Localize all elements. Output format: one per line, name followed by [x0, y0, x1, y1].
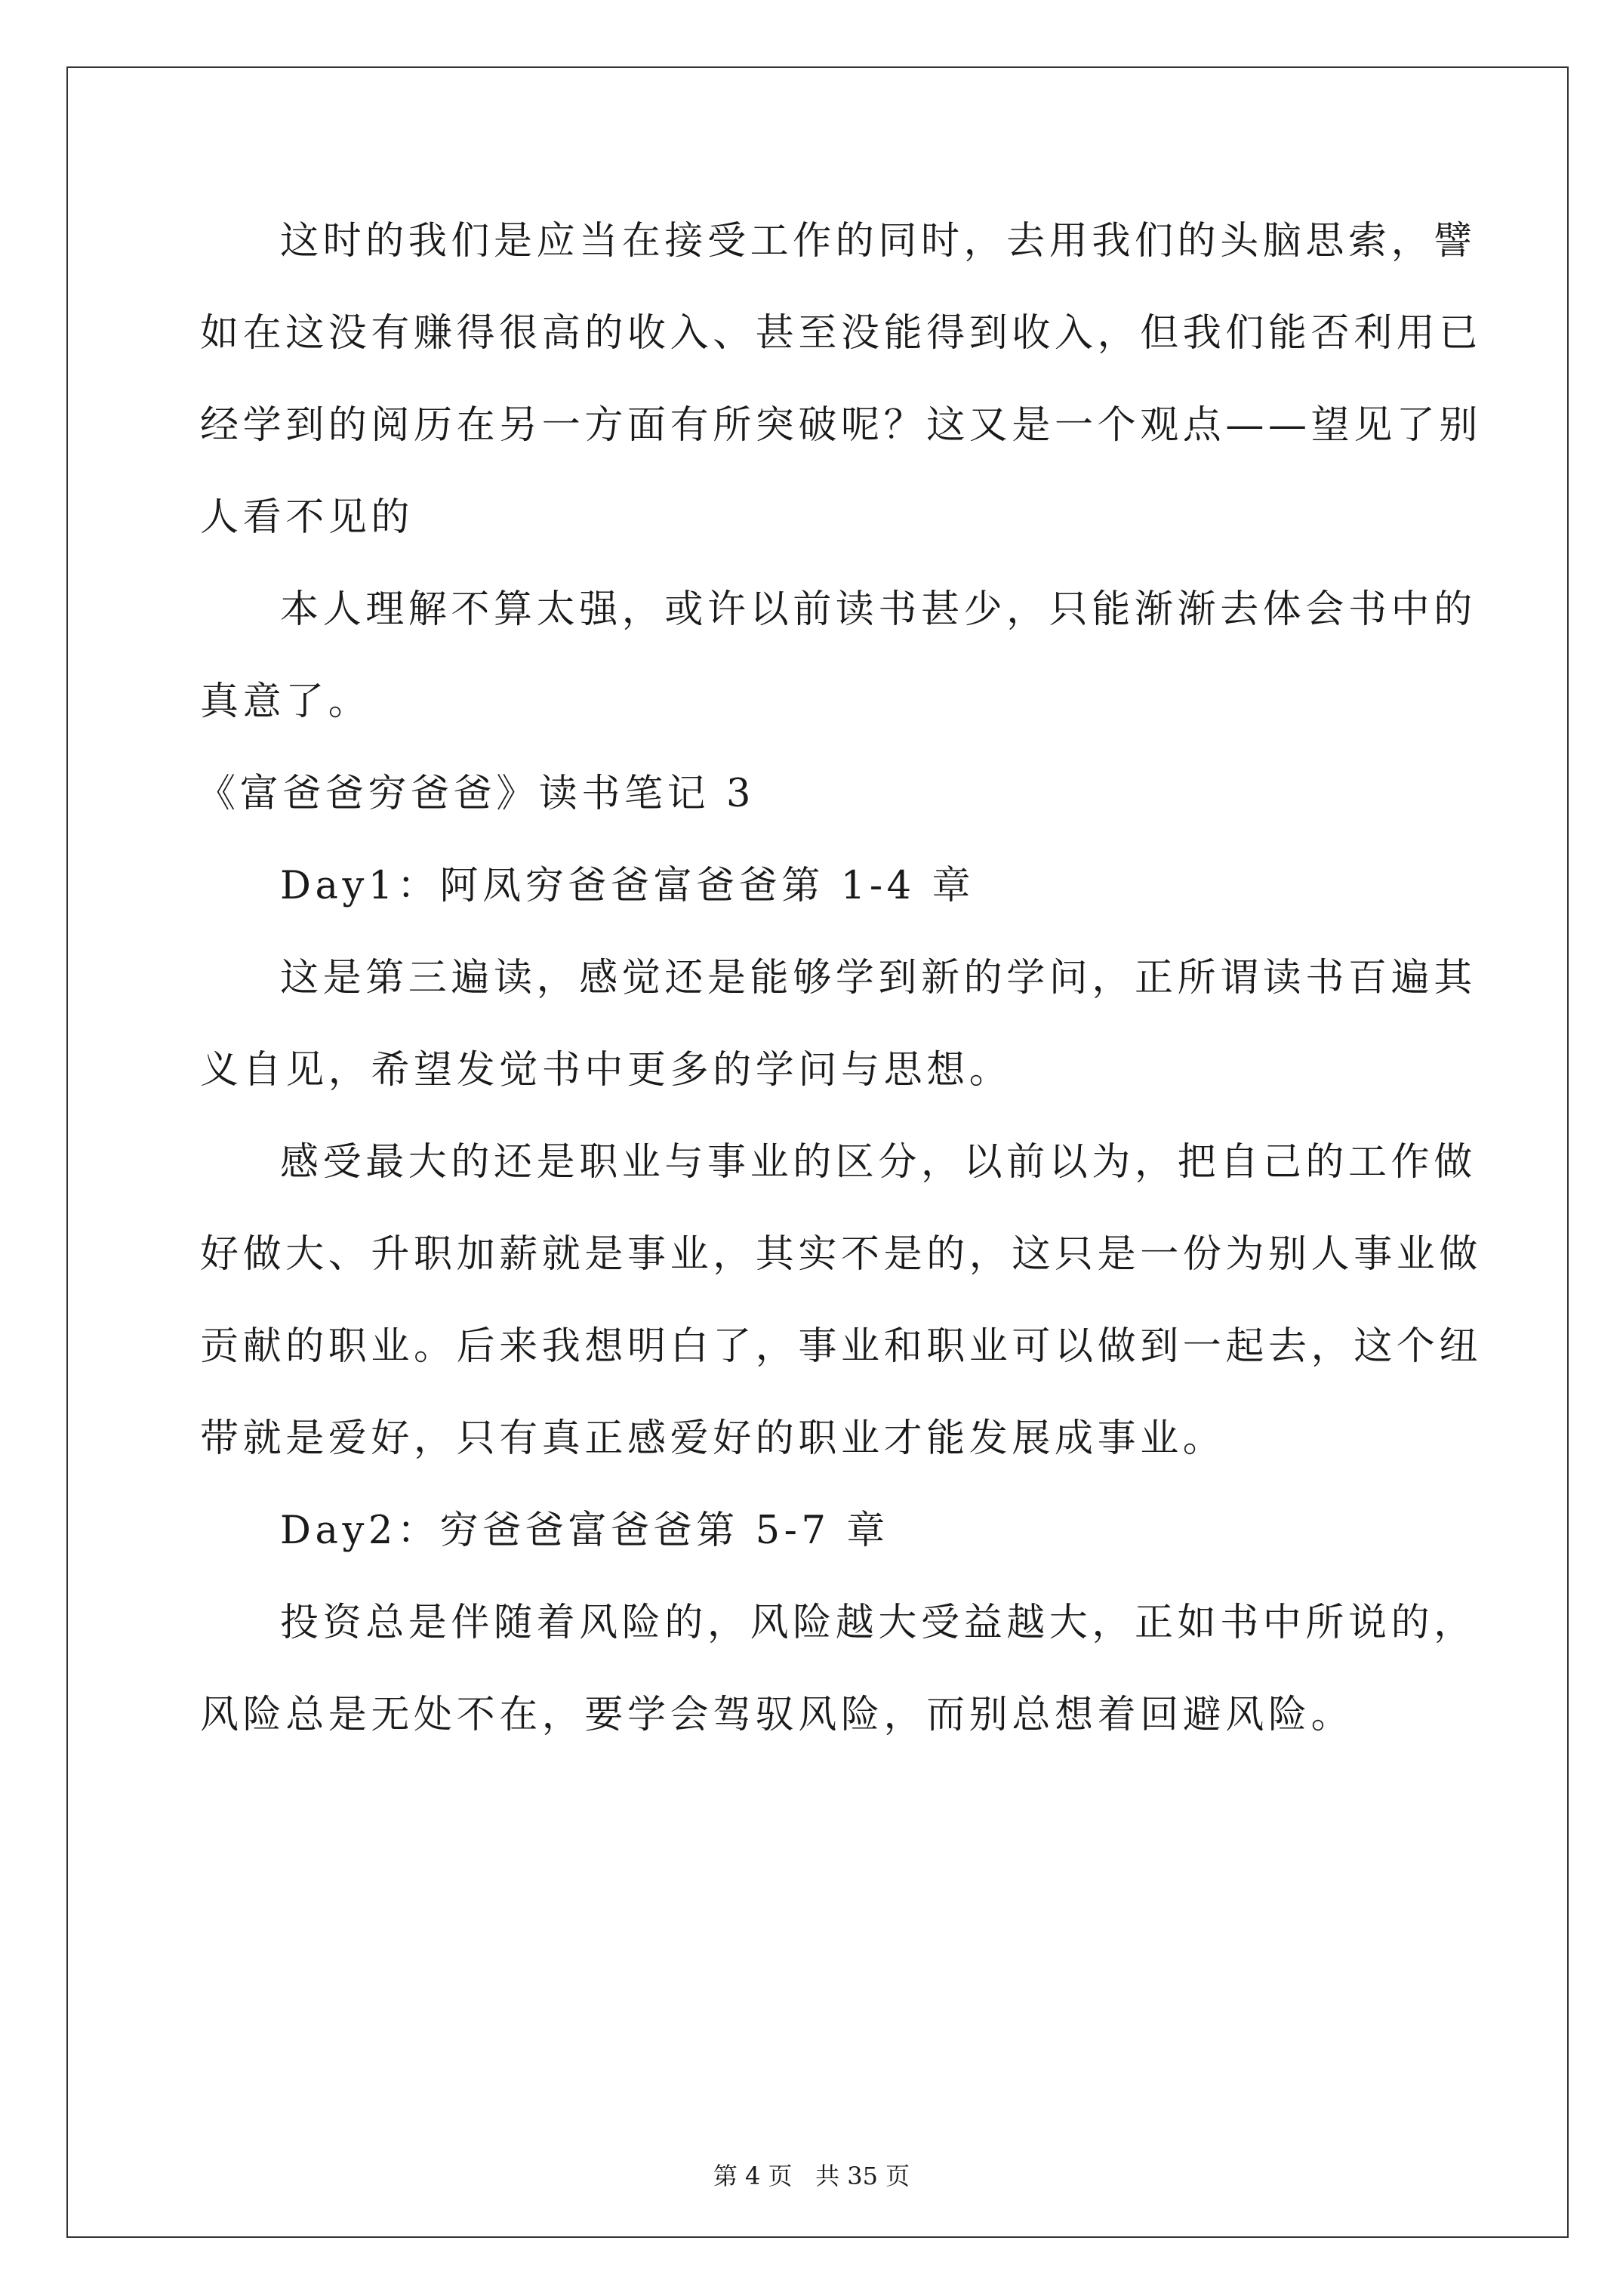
day-heading: Day1：阿凤穷爸爸富爸爸第 1-4 章	[280, 864, 975, 908]
page-number: 第 4 页 共 35 页	[713, 2162, 910, 2190]
paragraph-line: 感受最大的还是职业与事业的区分，以前以为，把自己的工作做	[280, 1140, 1477, 1185]
paragraph-line: 投资总是伴随着风险的，风险越大受益越大，正如书中所说的，	[280, 1601, 1477, 1645]
day-heading: Day2：穷爸爸富爸爸第 5-7 章	[280, 1509, 889, 1553]
paragraph-line: 这是第三遍读，感觉还是能够学到新的学问，正所谓读书百遍其	[280, 956, 1477, 1000]
section-heading: 《富爸爸穷爸爸》读书笔记 3	[197, 772, 756, 816]
paragraph-line: 义自见，希望发觉书中更多的学问与思想。	[200, 1048, 1012, 1093]
paragraph-line: 人看不见的	[200, 495, 414, 540]
paragraph-line: 带就是爱好，只有真正感爱好的职业才能发展成事业。	[200, 1416, 1226, 1461]
paragraph-line: 贡献的职业。后来我想明白了，事业和职业可以做到一起去，这个纽	[200, 1324, 1483, 1369]
paragraph-line: 经学到的阅历在另一方面有所突破呢？这又是一个观点——望见了别	[200, 403, 1483, 448]
paragraph-line: 好做大、升职加薪就是事业，其实不是的，这只是一份为别人事业做	[200, 1232, 1483, 1277]
paragraph-line: 如在这没有赚得很高的收入、甚至没能得到收入，但我们能否利用已	[200, 311, 1483, 356]
paragraph-line: 这时的我们是应当在接受工作的同时，去用我们的头脑思索，譬	[280, 219, 1477, 264]
paragraph-line: 真意了。	[200, 680, 371, 724]
paragraph-line: 本人理解不算太强，或许以前读书甚少，只能渐渐去体会书中的	[280, 587, 1477, 632]
paragraph-line: 风险总是无处不在，要学会驾驭风险，而别总想着回避风险。	[200, 1693, 1354, 1737]
